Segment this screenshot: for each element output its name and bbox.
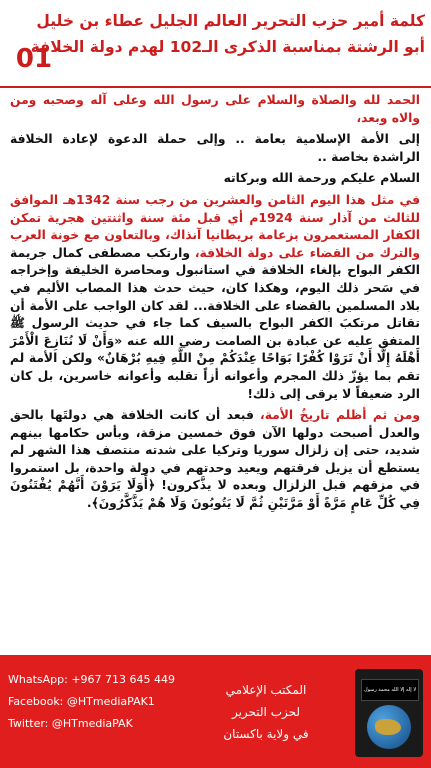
- paragraph-aftermath-rest: فبعد أن كانت الخلافة هي دولتَها بالحق والعدل أصبحت دولها الآن فوق خمسين مزقة، وبأس حكامها بينهم شديد، حتى إن زلزال سوريا وتركيا على شدته منتصف هذا الشهر لم يستطع أن يزيل فرقتهم ويعيد وحدتهم في دولة واحدة، بل استمروا في مزقهم قبل الزلزال وبعده لا يذَّكرون! ﴿أَوَلَا يَرَوْنَ أَنَّهُمْ يُفْتَنُونَ فِي كُلِّ عَامٍ مَرَّةً أَوْ مَرَّتَيْنِ ثُمَّ لَا يَتُوبُونَ وَلَا هُمْ يَذَّكَّرُونَ﴾.: [10, 408, 420, 511]
- media-office: [206, 679, 326, 745]
- facebook-contact: Facebook: @HTmediaPAK1: [8, 695, 155, 708]
- title-line-1: كلمة أمير حزب التحرير العالم الجليل عطاء بن خليل: [36, 12, 425, 30]
- paragraph-history: [10, 192, 420, 403]
- paragraph-opening: الحمد لله والصلاة والسلام على رسول الله وعلى آله وصحبه ومن والاه وبعد،: [10, 93, 420, 125]
- office-line-1: المكتب الإعلامي: [225, 683, 307, 697]
- paragraph-address: إلى الأمة الإسلامية بعامة .. وإلى حملة الدعوة لإعادة الخلافة الراشدة بخاصة ..: [10, 132, 420, 164]
- paragraph-history-highlight: في مثل هذا اليوم الثامن والعشرين من رجب سنة 1342هـ الموافق للثالث من آذار سنة 1924م أي قبل مئة سنة واثنتين هجرية تمكن الكفار المستعمرون بزعامة بريطانيا آنذاك، وبالتعاون مع خونة العرب والترك من القضاء على دولة الخلافة،: [10, 192, 420, 260]
- globe-icon: [367, 705, 411, 749]
- twitter-contact: Twitter: @HTmediaPAK: [8, 717, 133, 730]
- paragraph-greeting: السلام عليكم ورحمة الله وبركاته: [223, 171, 420, 186]
- paragraph-aftermath-highlight: ومن ثم أظلم تاريخُ الأمة،: [260, 408, 420, 423]
- flag-icon: لا إله إلا الله محمد رسول: [361, 679, 419, 701]
- whatsapp-contact: WhatsApp: +967 713 645 449: [8, 673, 176, 686]
- speech-body: [10, 92, 420, 652]
- office-line-2: لحزب التحرير: [231, 705, 301, 719]
- header: [0, 0, 431, 88]
- logo: [355, 669, 423, 757]
- title: [30, 8, 425, 60]
- page-number: 01: [15, 44, 53, 74]
- office-line-3: في ولاية باكستان: [223, 727, 309, 741]
- paragraph-aftermath: [10, 407, 420, 513]
- contact-list: [8, 669, 178, 735]
- title-line-2: أبو الرشتة بمناسبة الذكرى الـ102 لهدم دولة الخلافة: [30, 38, 425, 56]
- footer: [0, 655, 431, 768]
- paragraph-history-rest: وارتكب مصطفى كمال جريمة الكفر البواح بإلغاء الخلافة في استانبول ومحاصرة الخليفة وإخراجه في سَحر ذلك اليوم، وهكذا كان، حيث حدث هذا المصاب الأليم في بلاد المسلمين بالقضاء على الخلافة... لقد كان الواجب على الأمة أن تقاتل مرتكبَ الكفر البواح بالسيف كما جاء في حديث الرسول ﷺ المتفق عليه عن عبادة بن الصامت رضي الله عنه «وَأَنْ لَا نُنَازِعَ الْأَمْرَ أَهْلَهُ إِلَّا أَنْ تَرَوْا كُفْرًا بَوَاحًا عِنْدَكُمْ مِنْ اللَّهِ فِيهِ بُرْهَانٌ» ولكن الأمة لم تقم بما يؤزّ ذلك المجرم وأعوانه أزاً تقلبه وأعوانه خاسرين، بل كان الرد ضعيفاً لا يرقى إلى ذلك!: [10, 245, 420, 401]
